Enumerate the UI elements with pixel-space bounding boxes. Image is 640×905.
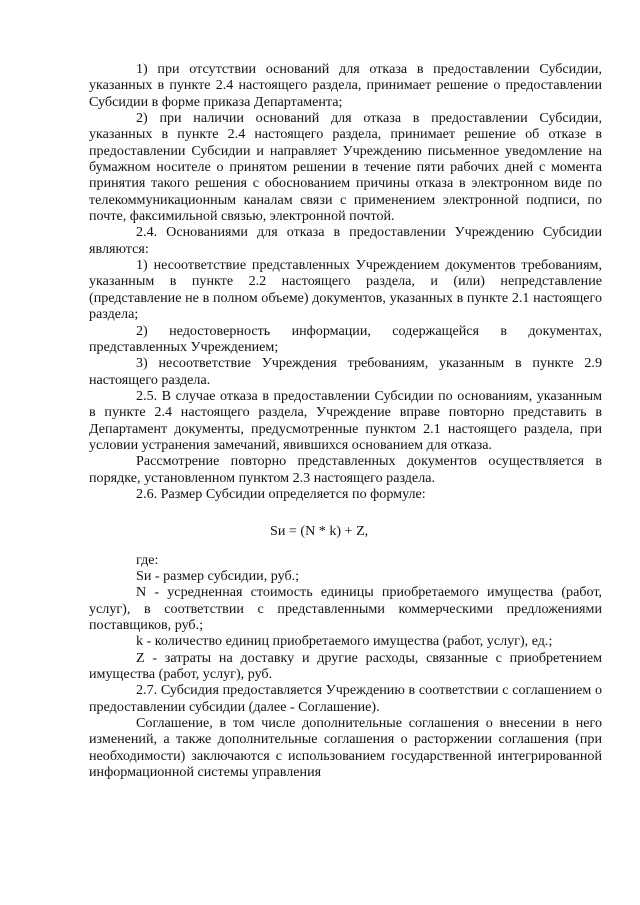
paragraph-ground-2: 2) недостоверность информации, содержащейся в документах, представленных Учреждением; — [89, 322, 602, 355]
definition-n: N - усредненная стоимость единицы приобретаемого имущества (работ, услуг), в соответствии с представленными коммерческими предложениями поставщиков, руб.; — [89, 584, 602, 633]
definitions-intro: где: — [136, 551, 159, 568]
paragraph-ground-1: 1) несоответствие представленных Учреждением документов требованиям, указанным в пункте 2.2 настоящего раздела, и (или) непредставление (представление не в полном объеме) документов, указанных в пункте 2.1 настоящего раздела; — [89, 257, 602, 323]
paragraph-2-subsidy-refusal: 2) при наличии оснований для отказа в предоставлении Субсидии, указанных в пункте 2.4 настоящего раздела, принимает решение об отказе в предоставлении Субсидии и направляет Учреждению письменное уведомление на бумажном носителе о принятом решении в течение пяти рабочих дней с момента принятия такого решения с обоснованием причины отказа в электронном виде по телекоммуникационным каналам связи с применением электронной подписи, по почте, факсимильной связью, электронной почтой. — [89, 110, 602, 225]
paragraph-ground-3: 3) несоответствие Учреждения требованиям, указанным в пункте 2.9 настоящего раздела. — [89, 355, 602, 388]
paragraph-2-6-formula-intro: 2.6. Размер Субсидии определяется по формуле: — [136, 485, 426, 502]
paragraph-2-7-agreement: 2.7. Субсидия предоставляется Учреждению в соответствии с соглашением о предоставлении субсидии (далее - Соглашение). — [89, 682, 602, 715]
definition-z: Z - затраты на доставку и другие расходы, связанные с приобретением имущества (работ, услуг), руб. — [89, 649, 602, 683]
subsidy-formula: Sи = (N * k) + Z, — [270, 523, 369, 540]
paragraph-2-4-refusal-grounds: 2.4. Основаниями для отказа в предоставлении Учреждению Субсидии являются: — [89, 224, 602, 257]
paragraph-agreement-conclusion: Соглашение, в том числе дополнительные соглашения о внесении в него изменений, а также дополнительные соглашения о расторжении соглашения (при необходимости) заключаются с использованием государственной интегрированной информационной системы управления — [89, 715, 602, 781]
definition-s: Sи - размер субсидии, руб.; — [136, 567, 300, 584]
paragraph-1-subsidy-approval: 1) при отсутствии оснований для отказа в предоставлении Субсидии, указанных в пункте 2.4 настоящего раздела, принимает решение о предоставлении Субсидии в форме приказа Департамента; — [89, 61, 602, 110]
paragraph-2-5-resubmission: 2.5. В случае отказа в предоставлении Субсидии по основаниям, указанным в пункте 2.4 настоящего раздела, Учреждение вправе повторно представить в Департамент документы, предусмотренные пунктом 2.1 настоящего раздела, при условии устранения замечаний, явившихся основанием для отказа. — [89, 387, 602, 453]
definition-k: k - количество единиц приобретаемого имущества (работ, услуг), ед.; — [136, 633, 553, 650]
paragraph-resubmission-review: Рассмотрение повторно представленных документов осуществляется в порядке, установленном пунктом 2.3 настоящего раздела. — [89, 453, 602, 486]
document-page — [89, 61, 602, 780]
